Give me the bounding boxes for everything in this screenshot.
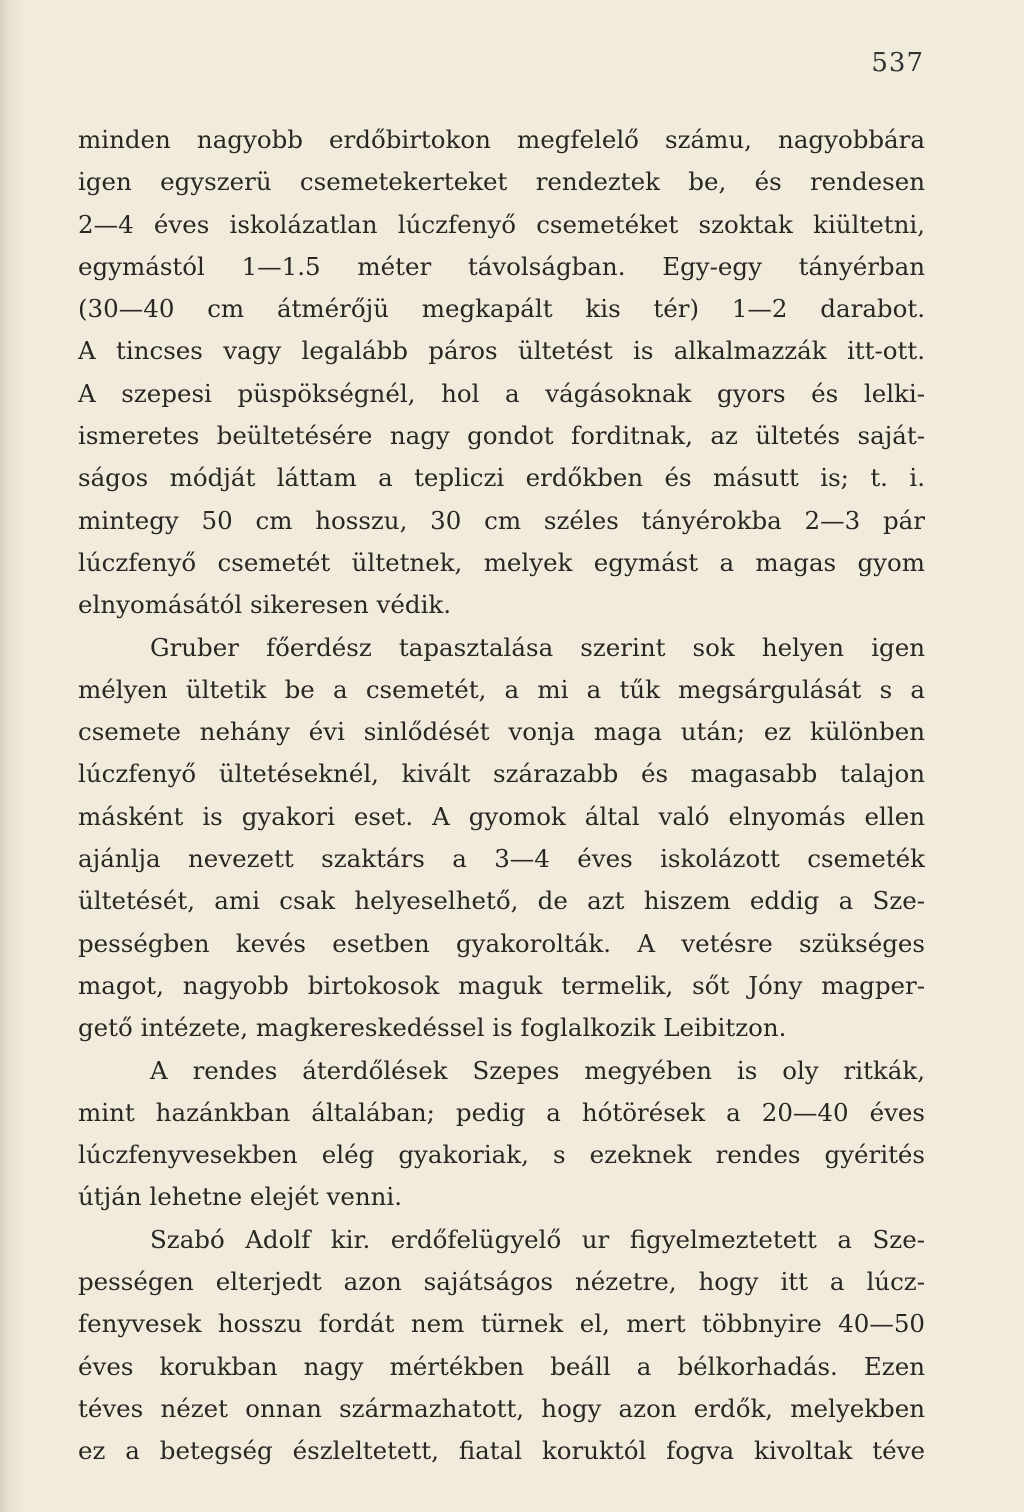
text-line: mintegy 50 cm hosszu, 30 cm széles tányérokba 2—3 pár bbox=[78, 505, 925, 535]
text-line: A szepesi püspökségnél, hol a vágásoknak gyors és lelki- bbox=[78, 378, 925, 408]
text-line: pességben kevés esetben gyakorolták. A vetésre szükséges bbox=[78, 928, 925, 958]
text-line: pességen elterjedt azon sajátságos nézetre, hogy itt a lúcz- bbox=[78, 1267, 925, 1297]
text-line: egymástól 1—1.5 méter távolságban. Egy-egy tányérban bbox=[78, 251, 925, 281]
body-text bbox=[78, 119, 925, 1473]
text-line: mint hazánkban általában; pedig a hótörések a 20—40 éves bbox=[78, 1097, 925, 1127]
text-line: téves nézet onnan származhatott, hogy azon erdők, melyekben bbox=[78, 1393, 925, 1423]
text-line: A tincses vagy legalább páros ültetést is alkalmazzák itt-ott. bbox=[78, 336, 925, 366]
text-line: (30—40 cm átmérőjü megkapált kis tér) 1—2 darabot. bbox=[78, 294, 925, 324]
text-line: lúczfenyő ültetéseknél, kivált szárazabb és magasabb talajon bbox=[78, 759, 925, 789]
text-line: másként is gyakori eset. A gyomok által való elnyomás ellen bbox=[78, 801, 925, 831]
text-line: minden nagyobb erdőbirtokon megfelelő számu, nagyobbára bbox=[78, 125, 925, 154]
text-line: A rendes áterdőlések Szepes megyében is oly ritkák, bbox=[150, 1055, 925, 1085]
text-line: mélyen ültetik be a csemetét, a mi a tűk megsárgulását s a bbox=[78, 674, 925, 704]
text-line: csemete nehány évi sinlődését vonja maga után; ez különben bbox=[78, 717, 925, 747]
text-line: gető intézete, magkereskedéssel is foglalkozik Leibitzon. bbox=[78, 1013, 787, 1043]
text-line: ez a betegség észleltetett, fiatal koruktól fogva kivoltak téve bbox=[78, 1436, 925, 1466]
text-line: elnyomásától sikeresen védik. bbox=[78, 590, 452, 620]
page-number: 537 bbox=[871, 48, 924, 78]
text-line: ismeretes beültetésére nagy gondot forditnak, az ültetés saját- bbox=[78, 421, 925, 451]
text-line: lúczfenyvesekben elég gyakoriak, s ezeknek rendes gyérités bbox=[78, 1140, 925, 1170]
text-line: lúczfenyő csemetét ültetnek, melyek egymást a magas gyom bbox=[78, 547, 925, 577]
text-line: éves korukban nagy mértékben beáll a bélkorhadás. Ezen bbox=[78, 1351, 925, 1381]
text-line: 2—4 éves iskolázatlan lúczfenyő csemetéket szoktak kiültetni, bbox=[78, 209, 925, 239]
text-line: Szabó Adolf kir. erdőfelügyelő ur figyelmeztetett a Sze- bbox=[150, 1224, 925, 1254]
text-line: ültetését, ami csak helyeselhető, de azt hiszem eddig a Sze- bbox=[78, 886, 925, 916]
text-line: fenyvesek hosszu fordát nem türnek el, mert többnyire 40—50 bbox=[78, 1309, 925, 1339]
text-line: ságos módját láttam a tepliczi erdőkben és másutt is; t. i. bbox=[78, 463, 925, 493]
text-line: magot, nagyobb birtokosok maguk termelik, sőt Jóny magper- bbox=[78, 970, 925, 1000]
text-line: igen egyszerü csemetekerteket rendeztek be, és rendesen bbox=[78, 167, 925, 197]
text-line: ajánlja nevezett szaktárs a 3—4 éves iskolázott csemeték bbox=[78, 844, 925, 874]
text-line: Gruber főerdész tapasztalása szerint sok helyen igen bbox=[150, 632, 925, 662]
text-line: útján lehetne elejét venni. bbox=[78, 1182, 403, 1212]
